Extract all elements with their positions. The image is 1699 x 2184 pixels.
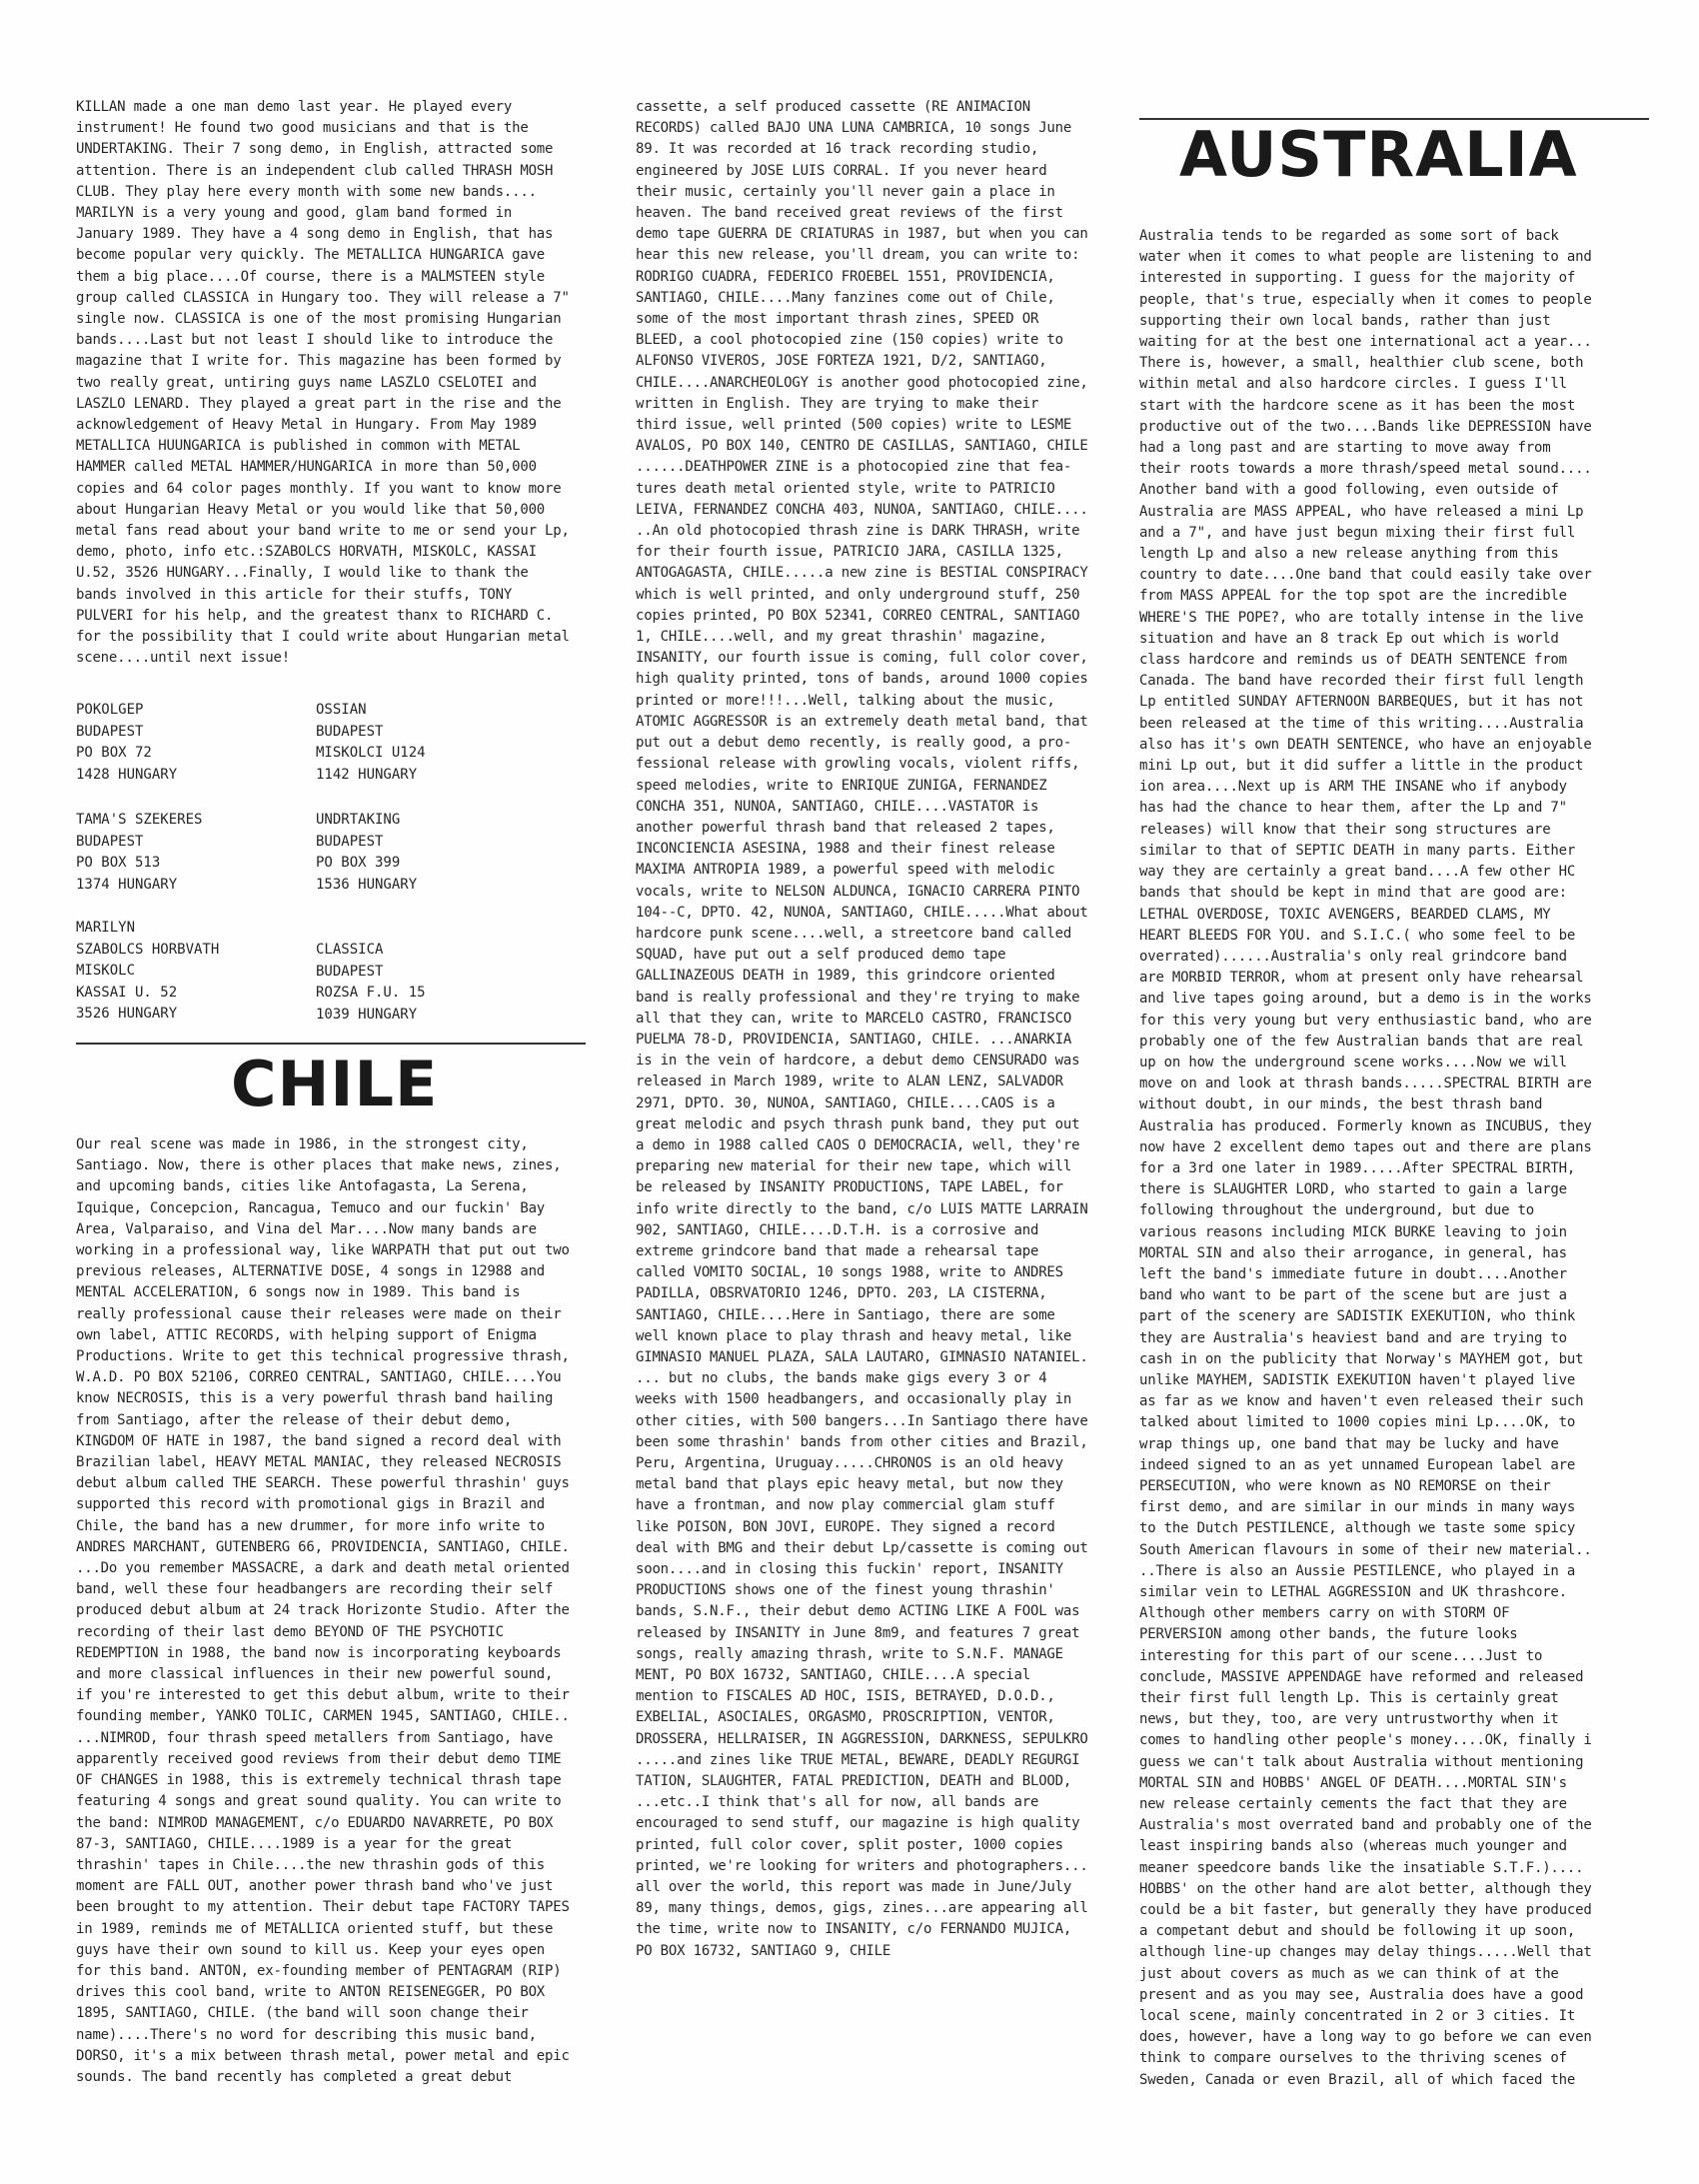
chile-heading: CHILE (231, 1048, 439, 1120)
chile-article-text: Our real scene was made in 1986, in the strongest city, Santiago. Now, there is other places that make news, zines, and upcoming bands, cities like Antofagasta, La Serena, Iquique, Concepcion, Rancagua, Temuco and our fuckin' Bay Area, Valparaiso, and Vina del Mar....Now many bands are working in a professional way, like WARPATH that put out two previous releases, ALTERNATIVE DOSE, 4 songs in 12988 and MENTAL ACCELERATION, 6 songs now in 1989. This band is really professional cause their releases were made on their own label, ATTIC RECORDS, with helping support of Enigma Productions. Write to get this technical progressive thrash, W.A.D. PO BOX 52106, CORREO CENTRAL, SANTIAGO, CHILE....You know NECROSIS, this is a very powerful thrash band hailing from Santiago, after the release of their debut demo, KINGDOM OF HATE in 1987, the band signed a record deal with Brazilian label, HEAVY METAL MANIAC, they released NECROSIS debut album called THE SEARCH. These powerful thrashin' guys supported this record with promotional gigs in Brazil and Chile, the band has a new drummer, for more info write to ANDRES MARCHANT, GUTENBERG 66, PROVIDENCIA, SANTIAGO, CHILE. ...Do you remember MASSACRE, a dark and death metal oriented band, well these four headbangers are recording their self produced debut album at 24 track Horizonte Studio. After the recording of their last demo BEYOND OF THE PSYCHOTIC REDEMPTION in 1988, the band now is incorporating keyboards and more classical influences in their new powerful sound, if you're interested to get this debut album, write to their founding member, YANKO TOLIC, CARMEN 1945, SANTIAGO, CHILE.. ...NIMROD, four thrash speed metallers from Santiago, have apparently received good reviews from their debut demo TIME OF CHANGES in 1988, this is extremely technical thrash tape featuring 4 songs and great sound quality. You can write to the band: NIMROD MANAGEMENT, c/o EDUARDO NAVARRETE, PO BOX 87-3, SANTIAGO, CHILE....1989 is a year for the great thrashin' tapes in Chile....the new thrashin gods of this moment are FALL OUT, another power thrash band who've just been brought to my attention. Their debut tape FACTORY TAPES in 1989, reminds me of METALLICA oriented stuff, but these guys have their own sound to kill us. Keep your eyes open for this band. ANTON, ex-founding member of PENTAGRAM (RIP) drives this cool band, write to ANTON REISENEGGER, PO BOX 1895, SANTIAGO, CHILE. (the band will soon change their name)....There's no word for describing this music band, DORSO, it's a mix between thrash metal, power metal and epic sounds. The band recently has completed a great debut (76, 1136, 570, 2085)
section-divider (76, 1043, 586, 1045)
australia-article-text: Australia tends to be regarded as some sort of back water when it comes to what people are listening to and interested in supporting. I guess for the majority of people, that's true, especially when it comes to people supporting their own local bands, rather than just waiting for at the best one international act a year... There is, however, a small, healthier club scene, both within metal and also hardcore circles. I guess I'll start with the hardcore scene as it has been the most productive out of the two....Bands like DEPRESSION have had a long past and are starting to move away from their roots towards a more thrash/speed metal sound.... Another band with a good following, even outside of Australia are MASS APPEAL, who have released a mini Lp and a 7", and have just begun mixing their first full length Lp and also a new release anything from this country to date....One band that could easily take over from MASS APPEAL for the top spot are the incredible WHERE'S THE POPE?, who are totally intense in the live situation and have an 8 track Ep out which is world class hardcore and reminds us of DEATH SENTENCE from Canada. The band have recorded their first full length Lp entitled SUNDAY AFTERNOON BARBEQUES, but it has not been released at the time of this writing....Australia also has it's own DEATH SENTENCE, who have an enjoyable mini Lp out, but it did suffer a little in the product ion area....Next up is ARM THE INSANE who if anybody has had the chance to hear them, after the Lp and 7" releases) will know that their song structures are similar to that of SEPTIC DEATH in many parts. Either way they are certainly a great band....A few other HC bands that should be kept in mind that are good are: LETHAL OVERDOSE, TOXIC AVENGERS, BEARDED CLAMS, MY HEART BLEEDS FOR YOU. and S.I.C.( who some feel to be overrated)......Australia's only real grindcore band are MORBID TERROR, whom at present only have rehearsal and live tapes going around, but a demo is in the works for this very young but very enthusiastic band, who are probably one of the few Australian bands that are real up on how the underground scene works....Now we will move on and look at thrash bands.....SPECTRAL BIRTH are without doubt, in our minds, the best thrash band Australia has produced. Formerly known as INCUBUS, they now have 2 excellent demo tapes out and there are plans for a 3rd one later in 1989.....After SPECTRAL BIRTH, there is SLAUGHTER LORD, who started to gain a large following throughout the underground, but due to various reasons including MICK BURKE leaving to join MORTAL SIN and also their arrogance, in general, has left the band's immediate future in doubt....Another band who want to be part of the scene but are just a part of the scenery are SADISTIK EXEKUTION, who think they are Australia's heaviest band and are trying to cash in on the publicity that Norway's MAYHEM got, but unlike MAYHEM, SADISTIK EXEKUTION haven't played live as far as we know and haven't even released their such talked about limited to 1000 copies mini Lp....OK, to wrap things up, one band that may be lucky and have indeed signed to an as yet unnamed European label are PERSECUTION, who were known as NO REMORSE on their first demo, and are similar in our minds in many ways to the Dutch PESTILENCE, although we taste some spicy South American flavours in some of their new material.. ..There is also an Aussie PESTILENCE, who played in a similar vein to LETHAL AGGRESSION and UK thrashcore. Although other members carry on with STORM OF PERVERSION among other bands, the future looks interesting for this part of our scene....Just to conclude, MASSIVE APPENDAGE have reformed and released their first full length Lp. This is certainly great news, but they, too, are very untrustworthy when it comes to handling other people's money....OK, finally i guess we can't talk about Australia without mentioning MORTAL SIN and HOBBS' ANGEL OF DEATH....MORTAL SIN's new release certainly cements the fact that they are Australia's most overrated band and probably one of the least inspiring bands also (whereas much younger and meaner speedcore bands like the insatiable S.T.F.).... HOBBS' on the other hand are alot better, although they could be a bit faster, but generally they have produced a competant debut and should be following it up soon, although line-up changes may delay things.....Well that just about covers as much as we can think of at the present and as you may see, Australia does have a good local scene, mainly concentrated in 2 or 3 cities. It does, however, have a long way to go before we can even think to compare ourselves to the thriving scenes of Sweden, Canada or even Brazil, all of which faced the (1139, 228, 1592, 2088)
address-classica: CLASSICA BUDAPEST ROZSA F.U. 15 1039 HUNGARY (316, 942, 426, 1023)
address-ossian: OSSIAN BUDAPEST MISKOLCI U124 1142 HUNGARY (316, 702, 426, 783)
address-marilyn: MARILYN SZABOLCS HORBVATH MISKOLC KASSAI U. 52 3526 HUNGARY (76, 920, 220, 1022)
address-undrtaking: UNDRTAKING BUDAPEST PO BOX 399 1536 HUNGARY (316, 812, 418, 893)
address-tamas-szekeres: TAMA'S SZEKERES BUDAPEST PO BOX 513 1374 HUNGARY (76, 812, 203, 893)
address-pokolgep: POKOLGEP BUDAPEST PO BOX 72 1428 HUNGARY (76, 702, 178, 783)
australia-heading: AUSTRALIA (1179, 118, 1578, 191)
chile-article-continued: cassette, a self produced cassette (RE ANIMACION RECORDS) called BAJO UNA LUNA CAMBRICA, 10 songs June 89. It was recorded at 16 track recording studio, engineered by JOSE LUIS CORRAL. If you never heard their music, certainly you'll never gain a place in heaven. The band received great reviews of the first demo tape GUERRA DE CRIATURAS in 1987, but when you can hear this new release, you'll dream, you can write to: RODRIGO CUADRA, FEDERICO FROEBEL 1551, PROVIDENCIA, SANTIAGO, CHILE....Many fanzines come out of Chile, some of the most important thrash zines, SPEED OR BLEED, a cool photocopied zine (150 copies) write to ALFONSO VIVEROS, JOSE FORTEZA 1921, D/2, SANTIAGO, CHILE....ANARCHEOLOGY is another good photocopied zine, written in English. They are trying to make their third issue, well printed (500 copies) write to LESME AVALOS, PO BOX 140, CENTRO DE CASILLAS, SANTIAGO, CHILE ......DEATHPOWER ZINE is a photocopied zine that fea- tures death metal oriented style, write to PATRICIO LEIVA, FERNANDEZ CONCHA 403, NUNOA, SANTIAGO, CHILE.... ..An old photocopied thrash zine is DARK THRASH, write for their fourth issue, PATRICIO JARA, CASILLA 1325, ANTOGAGASTA, CHILE.....a new zine is BESTIAL CONSPIRACY which is well printed, and only underground stuff, 250 copies printed, PO BOX 52341, CORREO CENTRAL, SANTIAGO 1, CHILE....well, and my great thrashin' magazine, INSANITY, our fourth issue is coming, full color cover, high quality printed, tons of bands, around 1000 copies printed or more!!!...Well, talking about the music, ATOMIC AGGRESSOR is an extremely death metal band, that put out a debut demo recently, is really good, a pro- fessional release with growling vocals, violent riffs, speed melodies, write to ENRIQUE ZUNIGA, FERNANDEZ CONCHA 351, NUNOA, SANTIAGO, CHILE....VASTATOR is another powerful thrash band that released 2 tapes, INCONCIENCIA ASESINA, 1988 and their finest release MAXIMA ANTROPIA 1989, a powerful speed with melodic vocals, write to NELSON ALDUNCA, IGNACIO CARRERA PINTO 104--C, DPTO. 42, NUNOA, SANTIAGO, CHILE.....What about hardcore punk scene....well, a streetcore band called SQUAD, have put out a self produced demo tape GALLINAZEOUS DEATH in 1989, this grindcore oriented band is really professional and they're trying to make all that they can, write to MARCELO CASTRO, FRANCISCO PUELMA 78-D, PROVIDENCIA, SANTIAGO, CHILE. ...ANARKIA is in the vein of hardcore, a debut demo CENSURADO was released in March 1989, write to ALAN LENZ, SALVADOR 2971, DPTO. 30, NUNOA, SANTIAGO, CHILE....CAOS is a great melodic and psych thrash punk band, they put out a demo in 1988 called CAOS O DEMOCRACIA, well, they're preparing new material for their new tape, which will be released by INSANITY PRODUCTIONS, TAPE LABEL, for info write directly to the band, c/o LUIS MATTE LARRAIN 902, SANTIAGO, CHILE....D.T.H. is a corrosive and extreme grindcore band that made a rehearsal tape called VOMITO SOCIAL, 10 songs 1988, write to ANDRES PADILLA, OBSRVATORIO 1246, DPTO. 203, LA CISTERNA, SANTIAGO, CHILE....Here in Santiago, there are some well known place to play thrash and heavy metal, like GIMNASIO MANUEL PLAZA, SALA LAUTARO, GIMNASIO NATANIEL. ... but no clubs, the bands make gigs every 3 or 4 weeks with 1500 headbangers, and occasionally play in other cities, with 500 bangers...In Santiago there have been some thrashin' bands from other cities and Brazil, Peru, Argentina, Uruguay.....CHRONOS is an old heavy metal band that plays epic heavy metal, but now they have a frontman, and now play commercial glam stuff like POISON, BON JOVI, EUROPE. They signed a record deal with BMG and their debut Lp/cassette is coming out soon....and in closing this fuckin' report, INSANITY PRODUCTIONS shows one of the finest young thrashin' bands, S.N.F., their debut demo ACTING LIKE A FOOL was released by INSANITY in June 8m9, and features 7 great songs, really amazing thrash, write to S.N.F. MANAGE MENT, PO BOX 16732, SANTIAGO, CHILE....A special mention to FISCALES AD HOC, ISIS, BETRAYED, D.O.D., EXBELIAL, ASOCIALES, ORGASMO, PROSCRIPTION, VENTOR, DROSSERA, HELLRAISER, IN AGGRESSION, DARKNESS, SEPULKRO .....and zines like TRUE METAL, BEWARE, DEADLY REGURGI TATION, SLAUGHTER, FATAL PREDICTION, DEATH and BLOOD, ...etc..I think that's all for now, all bands are encouraged to send stuff, our magazine is high quality printed, full color cover, split poster, 1000 copies printed, we're looking for writers and photographers... all over the world, this report was made in June/July 89, many things, demos, gigs, zines...are appearing all the time, write now to INSANITY, c/o FERNANDO MUJICA, PO BOX 16732, SANTIAGO 9, CHILE (636, 99, 1088, 1959)
hungary-article-text: KILLAN made a one man demo last year. He played every instrument! He found two good musicians and that is the UNDERTAKING. Their 7 song demo, in English, attracted some attention. There is an independent club called THRASH MOSH CLUB. They play here every month with some new bands.... MARILYN is a very young and good, glam band formed in January 1989. They have a 4 song demo in English, that has become popular very quickly. The METALLICA HUNGARICA gave them a big place....Of course, there is a MALMSTEEN style group called CLASSICA in Hungary too. They will release a 7" single now. CLASSICA is one of the most promising Hungarian bands....Last but not least I should like to introduce the magazine that I write for. This magazine has been formed by two really great, untiring guys name LASZLO CSELOTEI and LASZLO LENARD. They played a great part in the rise and the acknowledgement of Heavy Metal in Hungary. From May 1989 METALLICA HUUNGARICA is published in common with METAL HAMMER called METAL HAMMER/HUNGARICA in more than 50,000 copies and 64 color pages monthly. If you want to know more about Hungarian Heavy Metal or you would like that 50,000 metal fans read about your band write to me or send your Lp, demo, photo, info etc.:SZABOLCS HORVATH, MISKOLC, KASSAI U.52, 3526 HUNGARY...Finally, I would like to thank the bands involved in this article for their stuffs, TONY PULVERI for his help, and the greatest thanx to RICHARD C. for the possibility that I could write about Hungarian metal scene....until next issue! (76, 99, 570, 667)
